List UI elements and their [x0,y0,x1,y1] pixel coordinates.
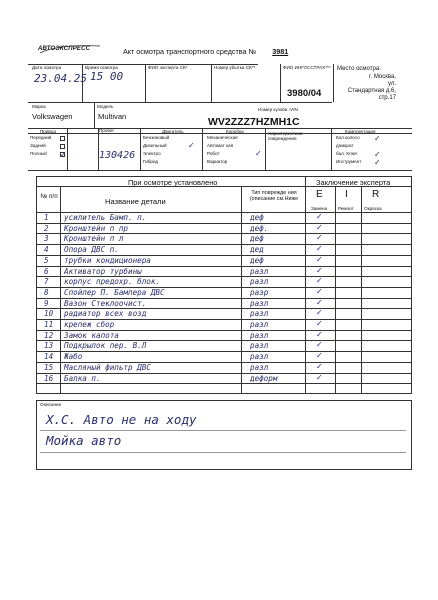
row-part-name: Кронштейн п пр [64,223,129,233]
vin-value: WV2ZZZ7HZMH1C [208,116,300,128]
row-damage-type: разл [250,320,269,329]
engine-list [143,135,169,167]
row-part-name: крепеж сбор [64,320,115,329]
row-number: 7 [44,277,49,287]
expert-label: ФИО эксперта СК* [148,65,188,70]
date-value: 23.04.25 [34,72,87,85]
damage-header: Характеристика повреждения [268,131,303,141]
form-title [123,47,288,56]
check-mark-icon: ✓ [316,297,323,307]
col-e-sub: Замена [311,206,328,211]
row-damage-type: деформ [250,373,278,383]
row-damage-type: дед [250,245,264,255]
row-number: 5 [44,255,49,265]
check-mark-icon: ✓ [316,265,323,275]
place-line: ул. [387,81,396,87]
col-r-header: R [372,189,380,200]
check-mark-icon: ✓ [316,286,323,296]
row-damage-type: разл [250,362,269,372]
place-line: г. Москва, [369,74,396,80]
engine-item: Электро [143,151,161,156]
row-part-name: Балка п. [64,373,101,383]
drive-checkbox[interactable] [60,136,65,141]
row-number: 9 [44,298,49,308]
row-damage-type: разр [250,287,269,297]
row-part-name: Активатор турбины [64,266,142,276]
drive-item: Задний [30,143,46,148]
check-mark-icon: ✓ [374,158,381,167]
time-label: Время осмотра [85,65,118,70]
model-label: Модель [97,104,114,109]
date-label: Дата осмотра [32,65,62,70]
check-mark-icon: ✓ [316,361,323,371]
claim-label: Номер убытка СК** [214,65,256,70]
equipment-item: домкрат [336,143,354,148]
findings-table [36,176,412,394]
equipment-item: Кол колесо [336,135,360,140]
check-mark-icon: ✓ [316,308,323,318]
row-damage-type: разл [250,309,269,319]
place-label: Место осмотра: [337,66,381,72]
row-part-name: усилитель Бамп. п. [64,213,147,222]
row-damage-type: деф. [250,223,269,233]
row-number: 12 [44,330,54,340]
check-mark-icon: ✓ [316,372,323,382]
row-number: 14 [44,352,54,362]
equipment-header: Комплектация [345,129,376,134]
row-damage-type: разл [250,277,269,287]
gearbox-item: Робот [207,151,220,156]
row-part-name: корпус предохр. блок. [64,277,161,287]
row-number: 8 [44,287,49,297]
form-title-text: Акт осмотра транспортного средства № [123,47,257,56]
model-value: Multivan [98,112,127,121]
drive-list [30,135,51,159]
row-damage-type: разл [250,330,269,340]
row-number: 16 [44,373,54,383]
time-value: 15 00 [90,70,124,83]
row-number: 11 [44,320,54,329]
row-part-name: Вазон Стеклоочист. [64,298,147,308]
make-value: Volkswagen [32,112,73,121]
row-number: 10 [44,309,54,319]
col-name-header: Название детали [105,197,166,206]
gearbox-item: Механическая [207,135,238,140]
gearbox-item: Автомат кая [207,143,234,148]
notes-line-2: Мойка авто [46,433,122,448]
row-part-name: Замок капота [64,330,119,340]
col-i-sub: Ремонт [338,206,354,211]
inspector-label: ФИО ИНГОССТРАХ*** [283,65,331,70]
engine-header: Двигатель [162,129,184,134]
check-mark-icon: ✓ [374,150,381,159]
row-damage-type: деф [250,213,264,222]
mileage-value: 130426 [99,150,136,161]
col-r-sub: Окраска [364,206,382,211]
row-damage-type: деф [250,255,264,265]
check-mark-icon: ✓ [316,244,323,254]
logo-text: АВТОЭКСПРЕСС [38,46,91,52]
check-mark-icon: ✓ [316,222,323,232]
check-mark-icon: ✓ [316,212,323,221]
equipment-list [336,135,361,167]
row-damage-type: деф [250,234,264,244]
drive-header: Привод [40,129,56,134]
col-number-header: № п/п [40,193,58,200]
col-type-header: Тип поврежде ния (описание см.Ниже [249,190,299,203]
check-mark-icon: ✓ [316,254,323,264]
row-number: 3 [44,234,49,244]
check-mark-icon: ✓ [255,149,262,158]
row-damage-type: разл [250,266,269,276]
check-mark-icon: ✓ [60,150,67,159]
row-number: 2 [44,223,49,233]
gearbox-header: Коробка [226,129,244,134]
row-part-name: радиатор всех возд [64,309,147,319]
company-logo [38,42,102,54]
place-line: стр.17 [378,95,396,101]
notes-label: Описание [40,402,62,407]
check-mark-icon: ✓ [374,134,381,143]
check-mark-icon: ✓ [316,351,323,361]
row-damage-type: разл [250,341,269,351]
vin-label: Номер кузова -VIN [258,107,298,112]
check-mark-icon: ✓ [188,141,195,150]
check-mark-icon: ✓ [316,276,323,286]
row-number: 15 [44,362,54,372]
row-part-name: Жабо [64,352,83,362]
row-number: 1 [44,213,49,222]
row-part-name: Спойлер П. Бампера ДВС [64,287,165,297]
expert-conclusion-title: Заключение эксперта [316,178,391,187]
row-number: 4 [44,245,49,255]
notes-line-1: Х.С. Авто не на ходу [46,412,197,427]
equipment-item: бал. Ключ [336,151,358,156]
row-damage-type: разл [250,298,269,308]
col-i-header: I [345,189,348,200]
drive-checkbox[interactable] [60,144,65,149]
row-damage-type: разл [250,352,269,362]
gearbox-list [207,135,238,167]
drive-item: Передний [30,135,52,140]
engine-item: Бензиновый [143,135,170,140]
form-number: 3981 [272,47,289,56]
make-label: Марка [32,104,46,109]
place-address [336,74,396,102]
col-e-header: E [316,189,323,200]
place-line: Стандартная д.6, [347,88,396,94]
row-number: 6 [44,266,49,276]
row-part-name: Подкрылок пер. В.Л [64,341,147,351]
row-part-name: трубки кондиционера [64,255,151,265]
check-mark-icon: ✓ [316,233,323,243]
check-mark-icon: ✓ [316,319,323,328]
drive-item: Полный [30,151,47,156]
check-mark-icon: ✓ [316,329,323,339]
engine-item: Дизельный [143,143,167,148]
findings-title: При осмотре установлено [128,178,218,187]
check-mark-icon: ✓ [316,340,323,350]
row-part-name: Масляный фильтр ДВС [64,362,151,372]
equipment-item: Инструмент [336,159,362,164]
inspection-number: 3980/04 [287,88,322,99]
gearbox-item: Вариатор [207,159,228,164]
row-part-name: Опора ДВС п. [64,245,119,255]
row-part-name: Кронштейн п л [64,234,124,244]
row-number: 13 [44,341,54,351]
mileage-header: Пробег [99,128,115,133]
engine-item: Гибрид [143,159,159,164]
